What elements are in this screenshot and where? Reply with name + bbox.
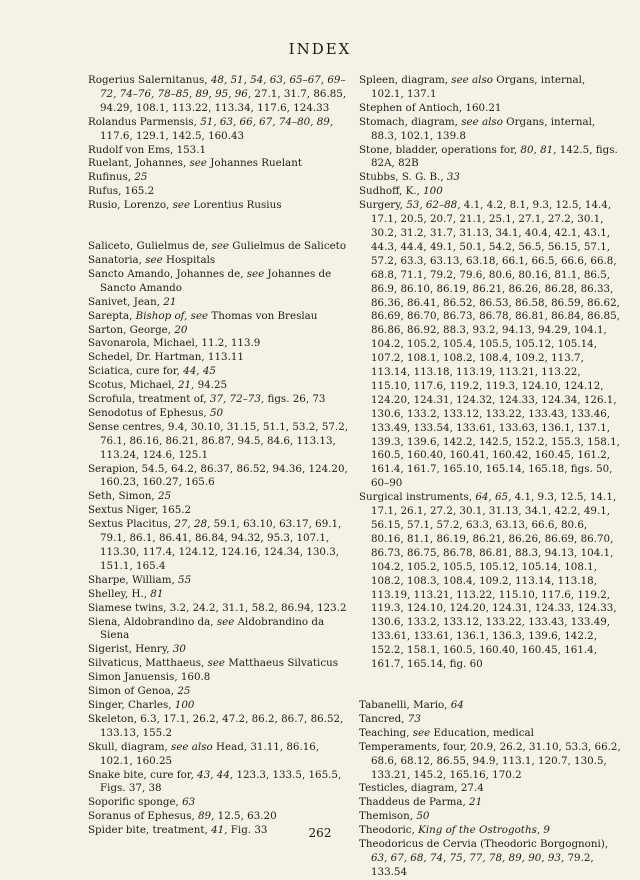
entry-text: Thaddeus de Parma, xyxy=(359,796,470,809)
entry-text: Lorentius Rusius xyxy=(190,199,282,212)
entry-text: 123.3, 133.5, 165.5, Figs. 37, 38 xyxy=(100,768,342,795)
index-entry xyxy=(359,144,621,172)
entry-text: Sanatoria, xyxy=(88,253,146,266)
entry-text: Rufinus, xyxy=(88,171,135,184)
entry-text: Rolandus Parmensis, xyxy=(88,115,201,128)
entry-text: Seth, Simon, xyxy=(88,490,158,503)
index-entry xyxy=(88,144,350,158)
entry-italic-text: 50 xyxy=(416,810,430,823)
index-entry xyxy=(88,240,350,254)
index-entry xyxy=(88,337,350,351)
entry-text: Serapion, 54.5, 64.2, 86.37, 86.52, 94.36, 124.20, 160.23, 160.27, 165.6 xyxy=(88,462,348,489)
entry-italic-text: 48, 51, 54, 63, 65–67, 69–72, 74–76, 78–85, 89, 95, 96, xyxy=(100,74,346,100)
entry-italic-text: 27, 28, xyxy=(174,518,211,531)
entry-italic-text: 50 xyxy=(209,406,224,419)
index-entry xyxy=(359,727,621,741)
entry-text: Scrofula, treatment of, xyxy=(88,393,210,406)
entry-text: Rufus, 165.2 xyxy=(88,185,155,198)
index-entry xyxy=(88,518,350,574)
entry-text: Fig. 33 xyxy=(227,824,268,837)
index-entry xyxy=(88,769,350,797)
entry-text: Aldobrandino da Siena xyxy=(100,615,325,642)
entry-text: 94.25 xyxy=(194,379,228,392)
entry-text: Organs, internal, 88.3, 102.1, 139.8 xyxy=(371,115,596,142)
entry-text: Johannes Ruelant xyxy=(207,157,302,170)
entry-text: Stone, bladder, operations for, xyxy=(359,143,521,156)
right-column xyxy=(359,74,621,880)
entry-text: Simon of Genoa, xyxy=(88,685,178,698)
page-number: 262 xyxy=(308,826,332,840)
index-entry xyxy=(359,185,621,199)
index-entry xyxy=(88,602,350,616)
index-entry xyxy=(359,74,621,102)
entry-text: Theodoricus de Cervia (Theodoric Borgognoni), xyxy=(359,838,609,851)
index-entry xyxy=(88,268,350,296)
entry-text: Silvaticus, Matthaeus, xyxy=(88,657,208,670)
entry-text: Scotus, Michael, xyxy=(88,379,178,392)
entry-text: 4.1, 4.2, 8.1, 9.3, 12.5, 14.4, 17.1, 20.5, 20.7, 21.1, 25.1, 27.1, 27.2, 30.1, 30.2, 31.2, 31.7, 31.13, 34.1, 40.4, 42.1, 43.1, 44.3, 44.4, 49.1, 50.1, 54.2, 56.5, 56.15, 57.1, 57.2, 63.3, 63.13, 63.18, 66.1, 66.5, 66.6, 66.8, 68.8, 71.1, 79.2, 79.6, 80.6, 80.16, 81.1, 86.5, 86.9, 86.10, 86.19, 86.21, 86.26, 86.28, 86.33, 86.36, 86.41, 86.52, 86.53, 86.58, 86.59, 86.62, 86.69, 86.70, 86.73, 86.78, 86.81, 86.84, 86.85, 86.86, 86.92, 88.3, 93.2, 94.13, 94.29, 104.1, 104.2, 105.2, 105.4, 105.5, 105.12, 105.14, 107.2, 108.1, 108.2, 108.4, 109.2, 113.7, 113.14, 113.18, 113.19, 113.21, 113.22, 115.10, 117.6, 119.2, 119.3, 124.10, 124.12, 124.20, 124.31, 124.32, 124.33, 124.34, 126.1, 130.6, 133.2, 133.12, 133.22, 133.43, 133.46, 133.49, 133.54, 133.61, 133.63, 136.1, 137.1, 139.3, 139.6, 142.2, 142.5, 152.2, 155.3, 158.1, 160.5, 160.40, 160.41, 160.42, 160.45, 161.2, 161.4, 161.7, 165.10, 165.14, 165.18, figs. 50, 60–90 xyxy=(371,199,620,490)
index-entry xyxy=(88,741,350,769)
entry-text: Shelley, H., xyxy=(88,587,151,600)
entry-text: 12.5, 63.20 xyxy=(214,810,277,823)
entry-text: Savonarola, Michael, 11.2, 113.9 xyxy=(88,337,261,350)
entry-italic-text: 21 xyxy=(469,796,483,809)
entry-text: Tancred, xyxy=(359,712,408,725)
index-entry xyxy=(88,254,350,268)
index-entry xyxy=(88,796,350,810)
entry-italic-text: 89, xyxy=(198,810,215,823)
entry-text: Soporific sponge, xyxy=(88,796,183,809)
index-entry xyxy=(88,685,350,699)
index-entry xyxy=(88,379,350,393)
entry-text: Stomach, diagram, xyxy=(359,115,462,128)
index-entry xyxy=(359,782,621,796)
entry-italic-text: King of the Ostrogoths, 9 xyxy=(418,824,550,837)
index-entry xyxy=(88,657,350,671)
entry-text: 59.1, 63.10, 63.17, 69.1, 79.1, 86.1, 86.41, 86.84, 94.32, 95.3, 107.1, 113.30, 117.4, 124.12, 124.16, 124.34, 130.3, 151.1, 165.4 xyxy=(100,518,342,572)
index-entry xyxy=(88,810,350,824)
entry-text: Sextus Placitus, xyxy=(88,518,175,531)
entry-italic-text: see xyxy=(207,657,226,670)
entry-text: Sigerist, Henry, xyxy=(88,643,173,656)
index-entry xyxy=(88,588,350,602)
entry-italic-text: 64 xyxy=(450,698,464,711)
index-entry xyxy=(88,351,350,365)
entry-italic-text: 41, xyxy=(211,824,228,837)
entry-text: Stubbs, S. G. B., xyxy=(359,171,447,184)
entry-text: Spider bite, treatment, xyxy=(88,824,212,837)
index-entry xyxy=(88,324,350,338)
entry-text: Hospitals xyxy=(162,253,216,266)
entry-text: Saliceto, Gulielmus de, xyxy=(88,240,212,253)
entry-italic-text: 55 xyxy=(178,573,192,586)
entry-italic-text: 33 xyxy=(446,171,460,184)
entry-italic-text: see also xyxy=(461,115,503,128)
entry-italic-text: see xyxy=(189,157,207,170)
entry-italic-text: see also xyxy=(171,740,213,753)
entry-italic-text: see xyxy=(216,615,235,628)
entry-italic-text: 80, 81, xyxy=(520,143,557,156)
index-entry xyxy=(88,713,350,741)
entry-italic-text: 63, 67, 68, 74, 75, 77, 78, 89, 90, 93, xyxy=(371,851,565,864)
entry-text: Organs, internal, 102.1, 137.1 xyxy=(371,74,586,100)
entry-text: Rudolf von Ems, 153.1 xyxy=(88,143,207,156)
entry-italic-text: 63 xyxy=(182,796,196,809)
index-entry xyxy=(88,171,350,185)
entry-italic-text: 73 xyxy=(407,712,421,725)
index-entry xyxy=(359,699,621,713)
index-entry xyxy=(88,74,350,116)
entry-text: Snake bite, cure for, xyxy=(88,768,198,781)
entry-italic-text: see xyxy=(172,199,191,212)
entry-text: Stephen of Antioch, 160.21 xyxy=(359,101,502,114)
entry-text: Head, 31.11, 86.16, 102.1, 160.25 xyxy=(100,740,320,767)
index-entry xyxy=(359,116,621,144)
index-entry xyxy=(88,407,350,421)
entry-text: Sanivet, Jean, xyxy=(88,295,164,308)
entry-text: Skeleton, 6.3, 17.1, 26.2, 47.2, 86.2, 86.7, 86.52, 133.13, 155.2 xyxy=(88,712,344,739)
entry-text: Matthaeus Silvaticus xyxy=(225,657,339,670)
index-entry xyxy=(88,296,350,310)
entry-text: Sarepta, xyxy=(88,309,136,322)
index-entry xyxy=(359,741,621,783)
entry-text: Simon Januensis, 160.8 xyxy=(88,671,211,684)
index-entry xyxy=(359,796,621,810)
index-entry xyxy=(359,199,621,491)
entry-text: figs. 26, 73 xyxy=(264,393,326,406)
index-entry xyxy=(88,310,350,324)
index-entry xyxy=(359,102,621,116)
entry-text: Sarton, George, xyxy=(88,323,175,336)
index-entry xyxy=(88,504,350,518)
index-entry xyxy=(88,616,350,644)
index-entry xyxy=(88,671,350,685)
index-entry xyxy=(88,116,350,144)
entry-italic-text: see xyxy=(412,726,431,739)
entry-italic-text: 64, 65, xyxy=(475,491,512,504)
entry-italic-text: 53, 62–88, xyxy=(406,199,461,212)
entry-text: Surgical instruments, xyxy=(359,491,476,504)
entry-italic-text: see also xyxy=(451,74,493,86)
entry-text: Teaching, xyxy=(359,726,413,739)
left-column xyxy=(88,74,350,838)
entry-italic-text: 25 xyxy=(157,490,172,503)
entry-text: Sharpe, William, xyxy=(88,573,179,586)
entry-text: Sciatica, cure for, xyxy=(88,365,184,378)
index-entry xyxy=(88,393,350,407)
entry-text: Thomas von Breslau xyxy=(208,309,318,322)
entry-text: Sextus Niger, 165.2 xyxy=(88,504,192,517)
index-entry xyxy=(88,185,350,199)
entry-italic-text: Bishop of, see xyxy=(135,309,209,322)
entry-text: Siamese twins, 3.2, 24.2, 31.1, 58.2, 86.94, 123.2 xyxy=(88,601,347,614)
index-entry xyxy=(359,491,621,672)
page-title: INDEX xyxy=(288,40,352,58)
entry-text: Ruelant, Johannes, xyxy=(88,157,190,170)
entry-text: Themison, xyxy=(359,810,417,823)
entry-italic-text: 25 xyxy=(177,685,191,698)
entry-text: Singer, Charles, xyxy=(88,698,175,711)
index-entry xyxy=(359,171,621,185)
entry-text: 117.6, 129.1, 142.5, 160.43 xyxy=(100,129,245,142)
index-entry xyxy=(359,810,621,824)
entry-text: Rogerius Salernitanus, xyxy=(88,74,211,86)
index-entry xyxy=(88,157,350,171)
entry-italic-text: 44, 45 xyxy=(183,365,216,378)
entry-text: Surgery, xyxy=(359,199,407,212)
entry-text: 27.1, 31.7, 86.85, 94.29, 108.1, 113.22, 113.34, 117.6, 124.33 xyxy=(100,87,347,114)
entry-text: Senodotus of Ephesus, xyxy=(88,406,210,419)
entry-italic-text: 21 xyxy=(163,295,177,308)
index-entry xyxy=(88,365,350,379)
entry-italic-text: 25 xyxy=(134,171,148,184)
entry-text: 142.5, figs. 82A, 82B xyxy=(371,143,618,170)
entry-italic-text: 81 xyxy=(150,587,164,600)
entry-italic-text: 43, 44, xyxy=(197,768,234,781)
index-entry xyxy=(359,713,621,727)
index-entry xyxy=(88,421,350,463)
entry-text: Rusio, Lorenzo, xyxy=(88,199,173,212)
entry-italic-text: see xyxy=(211,240,230,253)
entry-text: Spleen, diagram, xyxy=(359,74,452,86)
entry-text: Soranus of Ephesus, xyxy=(88,810,198,823)
entry-text: Gulielmus de Saliceto xyxy=(229,240,347,253)
entry-text: Theodoric, xyxy=(359,824,419,837)
index-entry xyxy=(88,699,350,713)
entry-text: Sancto Amando, Johannes de, xyxy=(88,267,247,280)
index-entry xyxy=(88,643,350,657)
entry-text: Johannes de Sancto Amando xyxy=(100,267,332,294)
index-entry xyxy=(88,463,350,491)
entry-text: Tabanelli, Mario, xyxy=(359,698,451,711)
entry-italic-text: see xyxy=(145,253,163,266)
entry-italic-text: 51, 63, 66, 67, 74–80, 89, xyxy=(200,115,334,128)
entry-italic-text: 100 xyxy=(423,185,443,198)
entry-text: Education, medical xyxy=(430,726,534,739)
entry-text: Siena, Aldobrandino da, xyxy=(88,615,217,628)
entry-text: Sense centres, 9.4, 30.10, 31.15, 51.1, 53.2, 57.2, 76.1, 86.16, 86.21, 86.87, 94.5, 84.6, 113.13, 113.24, 124.6, 125.1 xyxy=(88,420,349,461)
index-entry xyxy=(88,490,350,504)
entry-text: Sudhoff, K., xyxy=(359,185,424,198)
entry-text: Testicles, diagram, 27.4 xyxy=(359,782,484,795)
index-entry xyxy=(88,574,350,588)
entry-italic-text: 37, 72–73, xyxy=(209,393,265,406)
entry-italic-text: 20 xyxy=(174,323,188,336)
entry-text: Temperaments, four, 20.9, 26.2, 31.10, 53.3, 66.2, 68.6, 68.12, 86.55, 94.9, 113.1, 120.7, 130.5, 133.21, 145.2, 165.16, 170.2 xyxy=(359,740,621,781)
entry-text: 4.1, 9.3, 12.5, 14.1, 17.1, 26.1, 27.2, 30.1, 31.13, 34.1, 42.2, 49.1, 56.15, 57.1, 57.2, 63.3, 63.13, 66.6, 80.6, 80.16, 81.1, 86.19, 86.21, 86.26, 86.69, 86.70, 86.73, 86.75, 86.78, 86.81, 88.3, 94.13, 104.1, 104.2, 105.2, 105.5, 105.12, 105.14, 108.1, 108.2, 108.3, 108.4, 109.2, 113.14, 113.18, 113.19, 113.21, 113.22, 115.10, 117.6, 119.2, 119.3, 124.10, 124.20, 124.31, 124.33, 124.33, 130.6, 133.2, 133.12, 133.22, 133.43, 133.49, 133.61, 133.61, 136.1, 136.3, 139.6, 142.2, 152.2, 158.1, 160.5, 160.40, 160.45, 161.4, 161.7, 165.14, fig. 60 xyxy=(371,491,617,671)
index-entry xyxy=(359,838,621,880)
entry-italic-text: 21, xyxy=(177,379,195,392)
entry-italic-text: see xyxy=(246,267,265,280)
entry-text: Schedel, Dr. Hartman, 113.11 xyxy=(88,351,244,364)
entry-text: 79.2, 133.54 xyxy=(371,851,594,878)
index-entry xyxy=(88,199,350,213)
entry-italic-text: 100 xyxy=(174,698,195,711)
entry-italic-text: 30 xyxy=(172,643,186,656)
entry-text: Skull, diagram, xyxy=(88,740,172,753)
